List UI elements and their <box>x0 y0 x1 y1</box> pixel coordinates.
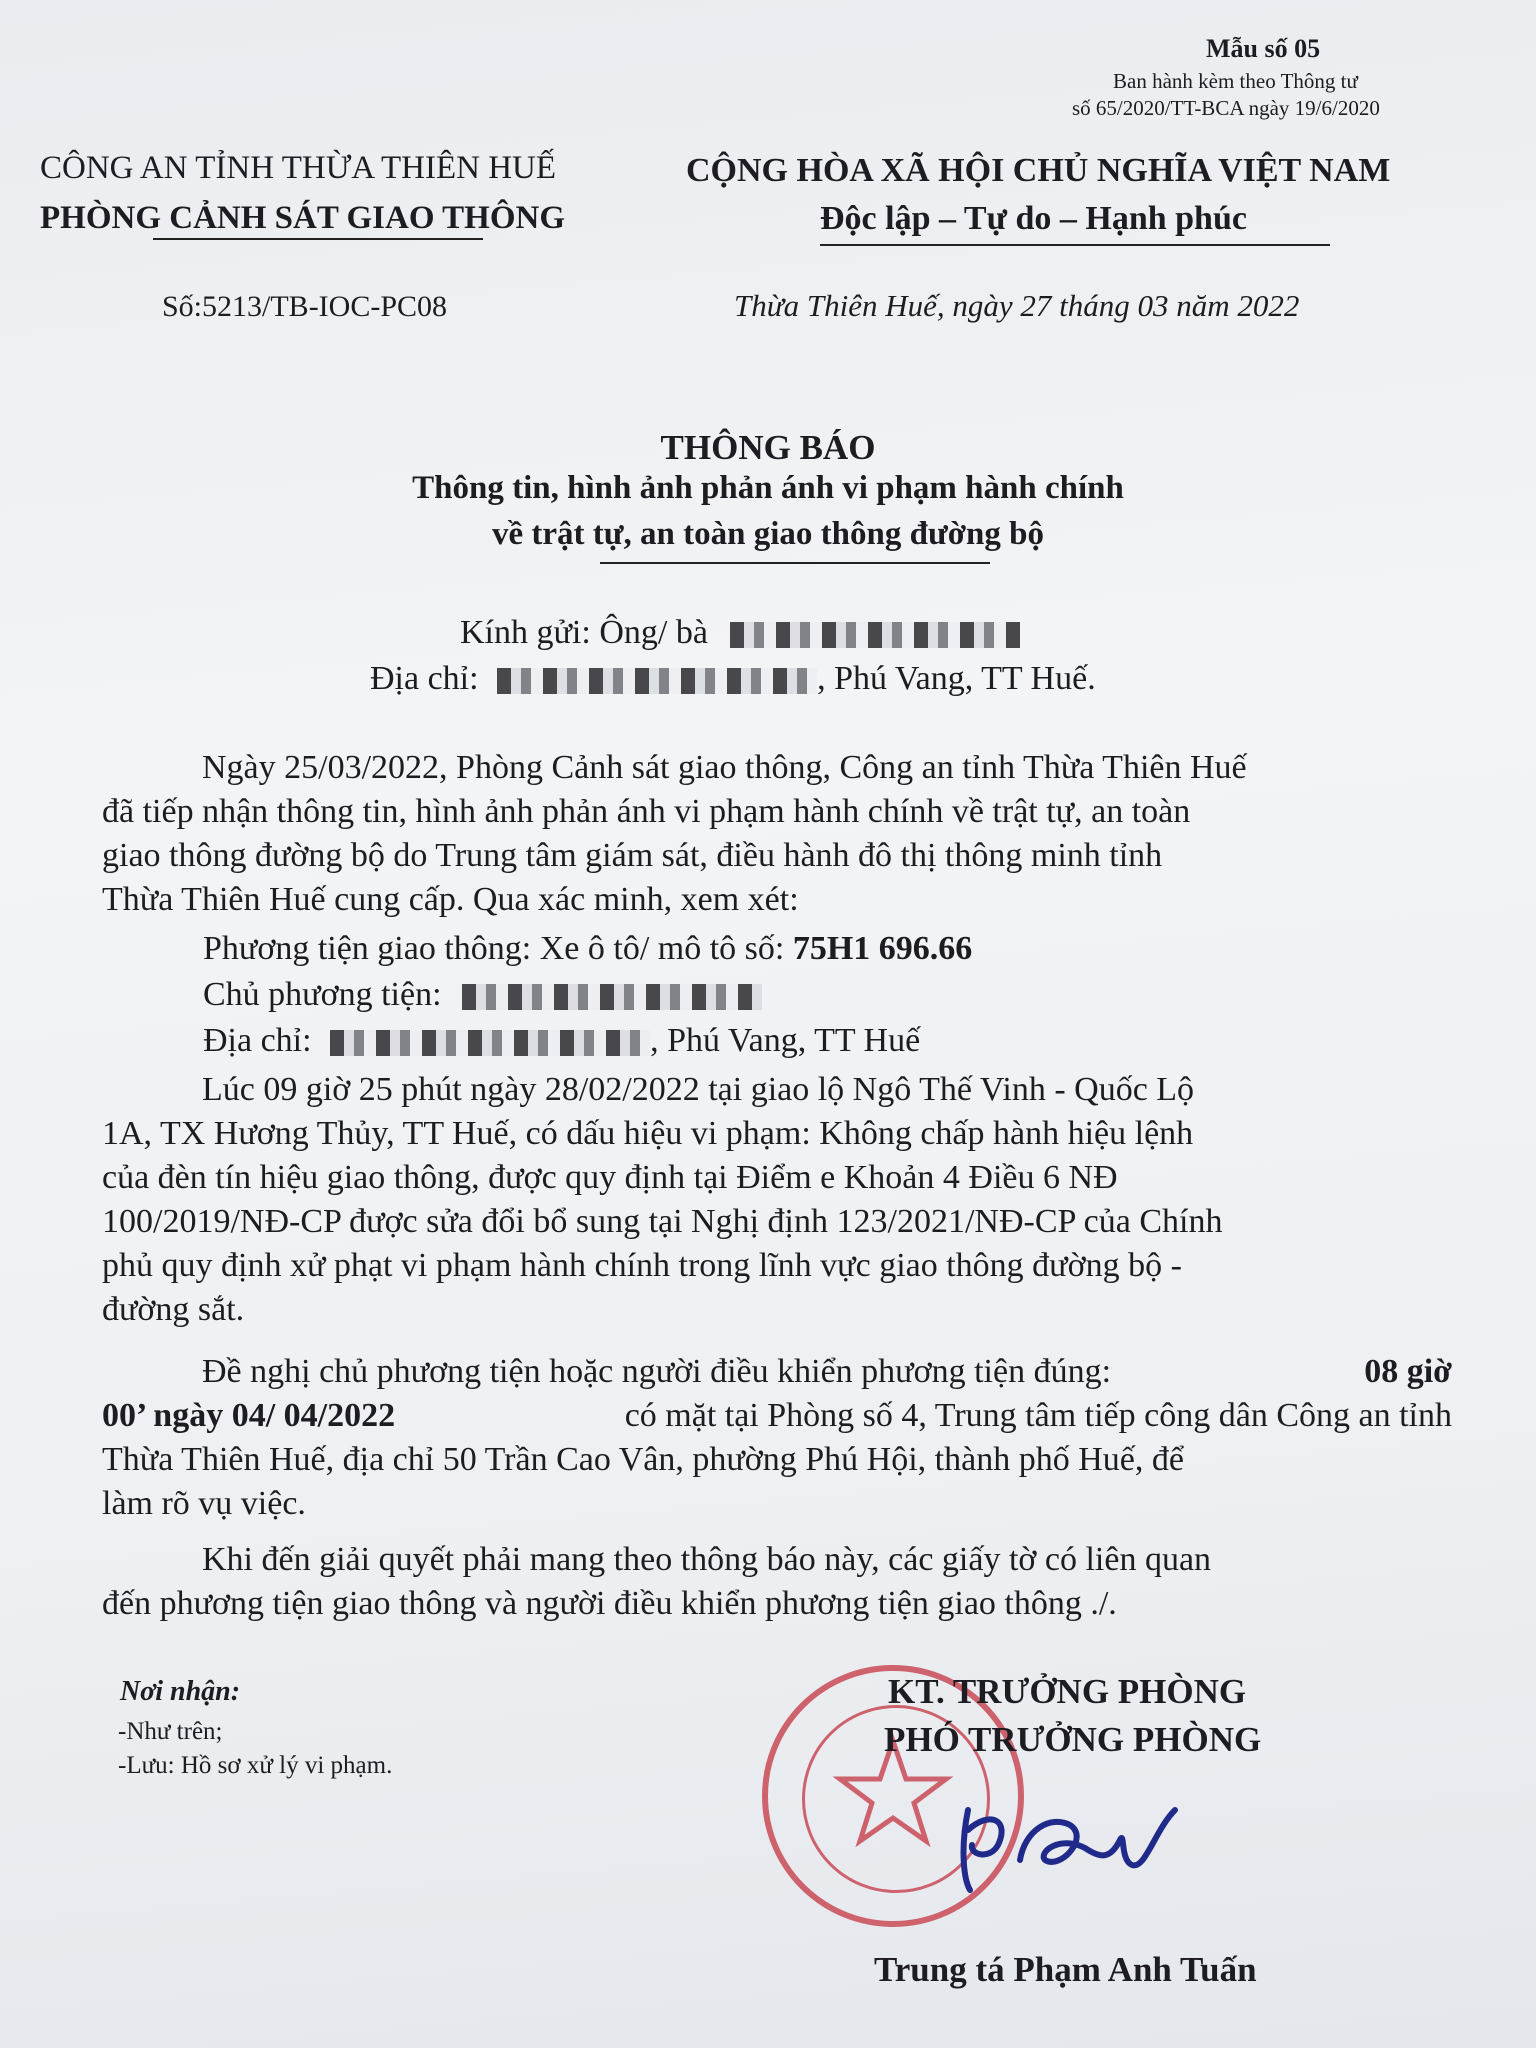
greeting-label: Kính gửi: Ông/ bà <box>460 614 708 651</box>
p3-line1-text: Đề nghị chủ phương tiện hoặc người điều khiển phương tiện đúng: <box>202 1353 1112 1390</box>
vehicle-plate: 75H1 696.66 <box>792 930 973 967</box>
p1-line: đã tiếp nhận thông tin, hình ảnh phản ánh vi phạm hành chính về trật tự, an toàn <box>102 793 1191 830</box>
recipients-item: -Lưu: Hồ sơ xử lý vi phạm. <box>118 1752 393 1779</box>
owner-address-label: Địa chỉ: <box>203 1022 312 1059</box>
p4-line: đến phương tiện giao thông và người điều khiển phương tiện giao thông ./. <box>102 1585 1117 1622</box>
signature-title1: KT. TRƯỞNG PHÒNG <box>888 1672 1247 1711</box>
recipient-greeting <box>460 614 1020 652</box>
paragraph-1 <box>102 746 1452 922</box>
p3-line1-bold: 08 giờ <box>1364 1353 1452 1390</box>
signature-title2: PHÓ TRƯỞNG PHÒNG <box>884 1720 1262 1759</box>
vehicle-label: Phương tiện giao thông: Xe ô tô/ mô tô số: <box>203 930 785 967</box>
subtitle-underline <box>600 562 990 564</box>
handwritten-signature <box>950 1790 1200 1900</box>
national-motto: Độc lập – Tự do – Hạnh phúc <box>820 200 1247 237</box>
redacted-owner-address <box>330 1030 650 1056</box>
address-visible: , Phú Vang, TT Huế. <box>817 660 1096 697</box>
vehicle-line <box>203 930 972 968</box>
owner-label: Chủ phương tiện: <box>203 976 442 1013</box>
agency-parent: CÔNG AN TỈNH THỪA THIÊN HUẾ <box>40 150 557 186</box>
paragraph-3 <box>102 1350 1452 1526</box>
p3-line: Thừa Thiên Huế, địa chỉ 50 Trần Cao Vân, phường Phú Hội, thành phố Huế, để <box>102 1441 1184 1478</box>
form-issued-line2: số 65/2020/TT-BCA ngày 19/6/2020 <box>1072 96 1380 120</box>
p2-line: phủ quy định xử phạt vi phạm hành chính trong lĩnh vực giao thông đường bộ - <box>102 1247 1182 1284</box>
recipient-address <box>370 660 1096 698</box>
owner-address-line <box>203 1022 920 1060</box>
p1-line: Thừa Thiên Huế cung cấp. Qua xác minh, xem xét: <box>102 881 799 918</box>
paragraph-4 <box>102 1538 1452 1626</box>
form-issued-line1: Ban hành kèm theo Thông tư <box>1113 69 1358 93</box>
p3-line <box>102 1394 1452 1438</box>
recipients-heading: Nơi nhận: <box>120 1676 241 1707</box>
agency-department: PHÒNG CẢNH SÁT GIAO THÔNG <box>40 200 566 236</box>
owner-address-visible: , Phú Vang, TT Huế <box>650 1022 921 1059</box>
p2-line: 1A, TX Hương Thủy, TT Huế, có dấu hiệu vi phạm: Không chấp hành hiệu lệnh <box>102 1115 1194 1152</box>
p1-line: giao thông đường bộ do Trung tâm giám sát, điều hành đô thị thông minh tỉnh <box>102 837 1163 874</box>
notice-title: THÔNG BÁO <box>660 428 876 467</box>
p3-line <box>102 1350 1452 1394</box>
p3-line: làm rõ vụ việc. <box>102 1485 306 1522</box>
notice-subtitle-line1: Thông tin, hình ảnh phản ánh vi phạm hành chính <box>412 470 1124 506</box>
agency-underline <box>153 238 483 240</box>
redacted-owner-name <box>462 984 762 1010</box>
paragraph-2 <box>102 1068 1452 1332</box>
signer-name: Trung tá Phạm Anh Tuấn <box>874 1950 1257 1989</box>
address-label: Địa chỉ: <box>370 660 479 697</box>
recipients-item: -Như trên; <box>118 1718 223 1745</box>
place-date: Thừa Thiên Huế, ngày 27 tháng 03 năm 2022 <box>734 288 1300 323</box>
notice-subtitle-line2: về trật tự, an toàn giao thông đường bộ <box>491 516 1044 552</box>
owner-line <box>203 976 762 1014</box>
form-number: Mẫu số 05 <box>1206 34 1321 63</box>
p1-line: Ngày 25/03/2022, Phòng Cảnh sát giao thông, Công an tỉnh Thừa Thiên Huế <box>202 749 1247 786</box>
document-number: Số:5213/TB-IOC-PC08 <box>162 290 448 323</box>
national-title: CỘNG HÒA XÃ HỘI CHỦ NGHĨA VIỆT NAM <box>686 152 1391 189</box>
redacted-recipient-address <box>497 668 817 694</box>
p3-line2-text: có mặt tại Phòng số 4, Trung tâm tiếp công dân Công an tỉnh <box>624 1397 1452 1434</box>
p2-line: Lúc 09 giờ 25 phút ngày 28/02/2022 tại giao lộ Ngô Thế Vinh - Quốc Lộ <box>202 1071 1195 1108</box>
p2-line: đường sắt. <box>102 1291 245 1328</box>
p4-line: Khi đến giải quyết phải mang theo thông báo này, các giấy tờ có liên quan <box>202 1541 1212 1578</box>
p2-line: 100/2019/NĐ-CP được sửa đổi bổ sung tại Nghị định 123/2021/NĐ-CP của Chính <box>102 1203 1223 1240</box>
p2-line: của đèn tín hiệu giao thông, được quy định tại Điểm e Khoản 4 Điều 6 NĐ <box>102 1159 1118 1196</box>
redacted-recipient-name <box>730 622 1020 648</box>
motto-underline <box>820 244 1330 246</box>
p3-line2-bold: 00’ ngày 04/ 04/2022 <box>102 1397 396 1434</box>
